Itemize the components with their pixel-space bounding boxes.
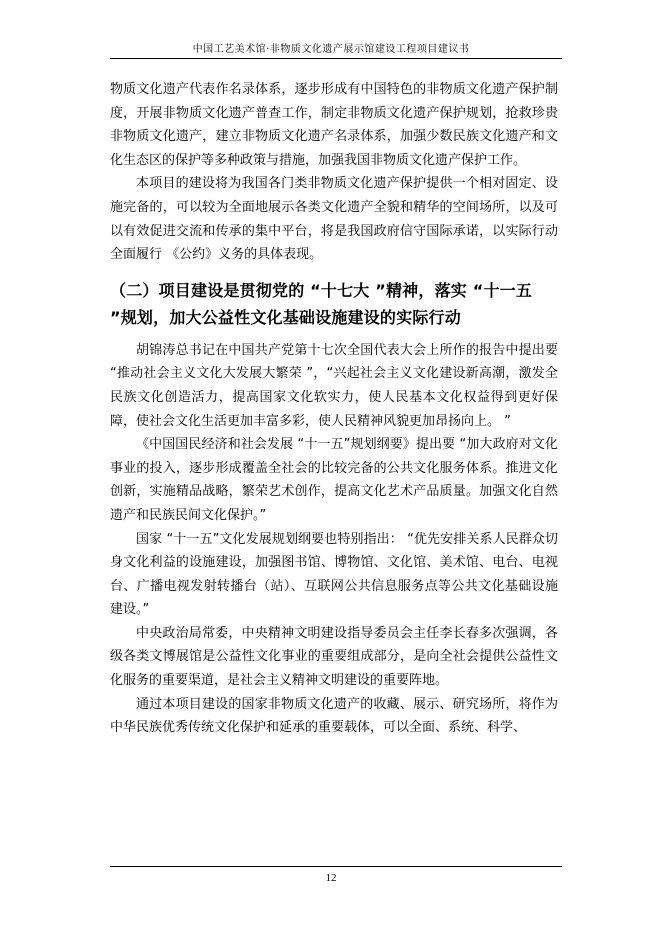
body-paragraph-1: 物质文化遗产代表作名录体系，逐步形成有中国特色的非物质文化遗产保护制度，开展非物质文化遗产普查工作，制定非物质文化遗产保护规划，抢救珍贵非物质文化遗产，建立非物质文化遗产名录体系，加强少数民族文化遗产和文化生态区的保护等多种政策与措施，加强我国非物质文化遗产保护工作。 [110, 82, 558, 168]
section-heading: （二）项目建设是贯彻党的 “十七大 ”精神，落实 “十一五 ”规划，加大公益性文化基础设施建设的实际行动 [110, 280, 533, 327]
body-paragraph-5: 国家 “十一五”文化发展规划纲要也特别指出： “优先安排关系人民群众切身文化利益的设施建设，加强图书馆、博物馆、文化馆、美术馆、电台、电视台、广播电视发射转播台（站）、互联网公共信息服务点等公共文化基础设施建设。” [110, 531, 558, 618]
body-paragraph-6: 中央政治局常委，中央精神文明建设指导委员会主任李长春多次强调，各级各类文博展馆是公益性文化事业的重要组成部分，是向全社会提供公益性文化服务的重要渠道，是社会主义精神文明建设的重要阵地。 [110, 625, 558, 689]
body-paragraph-7: 通过本项目建设的国家非物质文化遗产的收藏、展示、研究场所，将作为中华民族优秀传统文化保护和延承的重要载体，可以全面、系统、科学、 [110, 696, 558, 736]
document-body [110, 78, 558, 740]
body-paragraph-3: 胡锦涛总书记在中国共产党第十七次全国代表大会上所作的报告中提出要 “推动社会主义文化大发展大繁荣 ”，“兴起社会主义文化建设新高潮，激发全民族文化创造活力，提高国家文化软实力，使人民基本文化权益得到更好保障，使社会文化生活更加丰富多彩，使人民精神风貌更加昂扬向上。 ” [110, 342, 558, 429]
footer-rule [110, 866, 562, 867]
page-number: 12 [325, 872, 337, 884]
header-rule [110, 58, 562, 59]
body-paragraph-4: 《中国国民经济和社会发展 “十一五”规划纲要》提出要 “加大政府对文化事业的投入，逐步形成覆盖全社会的比较完备的公共文化服务体系。推进文化创新，实施精品战略，繁荣艺术创作，提高文化艺术产品质量。加强文化自然遗产和民族民间文化保护。” [110, 437, 558, 523]
page-header: 中国工艺美术馆·非物质文化遗产展示馆建设工程项目建议书 [192, 44, 470, 55]
body-paragraph-2: 本项目的建设将为我国各门类非物质文化遗产保护提供一个相对固定、设施完备的，可以较为全面地展示各类文化遗产全貌和精华的空间场所，以及可以有效促进交流和传承的集中平台，将是我国政府信守国际承诺，以实际行动全面履行 《公约》义务的具体表现。 [110, 176, 558, 263]
